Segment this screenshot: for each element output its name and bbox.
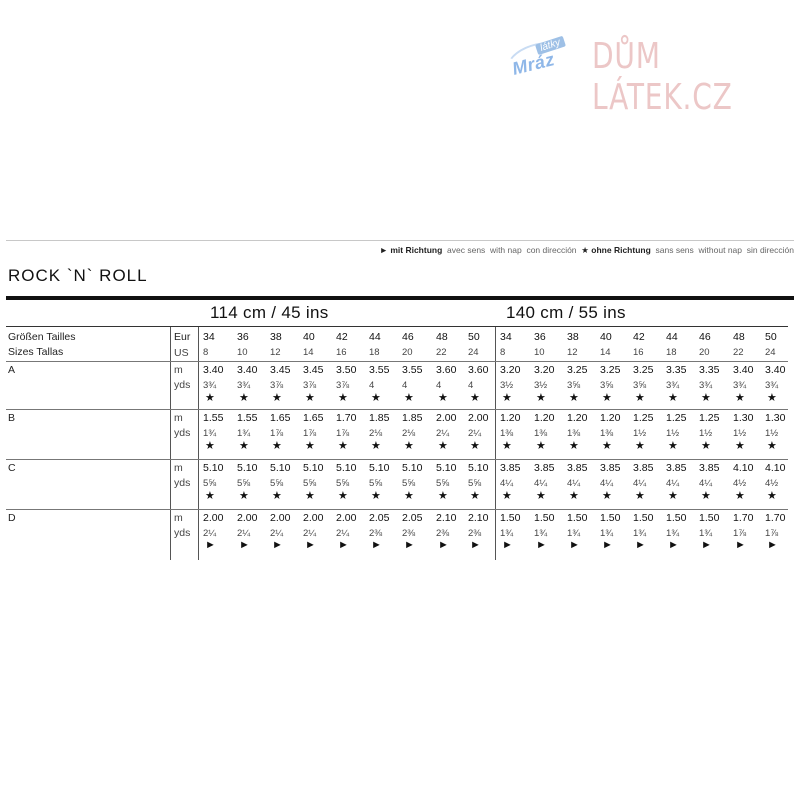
star-icon: ★	[404, 392, 414, 404]
arrow-right-icon: ►	[338, 539, 349, 551]
nap-de: mit Richtung	[390, 245, 443, 255]
nap-en: with nap	[490, 245, 522, 255]
star-icon: ★	[536, 392, 546, 404]
yards-value: 3¾	[733, 380, 747, 391]
meters-value: 1.55	[237, 412, 258, 424]
us-label: US	[174, 347, 189, 359]
star-icon: ★	[305, 440, 315, 452]
nap-symbol: ►	[379, 245, 388, 255]
meters-value: 1.20	[567, 412, 588, 424]
eur-size-140: 40	[600, 331, 612, 343]
star-icon: ★	[470, 392, 480, 404]
nonap-de: ohne Richtung	[591, 245, 651, 255]
yards-value: 5⅝	[402, 478, 416, 489]
meters-value: 3.55	[402, 364, 423, 376]
yards-value: 4¼	[600, 478, 614, 489]
yards-value: 4¼	[534, 478, 548, 489]
meters-value: 1.70	[765, 512, 786, 524]
meters-value: 3.85	[666, 462, 687, 474]
arrow-right-icon: ►	[272, 539, 283, 551]
yards-value: 5⅝	[468, 478, 482, 489]
yards-value: 2¼	[303, 528, 317, 539]
star-icon: ★	[404, 490, 414, 502]
star-icon: ★	[438, 490, 448, 502]
star-icon: ★	[438, 440, 448, 452]
star-icon: ★	[735, 392, 745, 404]
us-size-140: 24	[765, 347, 776, 358]
meters-value: 1.50	[699, 512, 720, 524]
yards-value: 2⅜	[468, 528, 482, 539]
arrow-right-icon: ►	[735, 539, 746, 551]
nonap-es: sin dirección	[746, 245, 794, 255]
view-label: D	[8, 512, 16, 524]
yards-value: 1½	[666, 428, 680, 439]
star-icon: ★	[502, 392, 512, 404]
us-size-140: 10	[534, 347, 545, 358]
meters-value: 4.10	[733, 462, 754, 474]
meters-value: 3.35	[699, 364, 720, 376]
pattern-title: ROCK `N` ROLL	[8, 266, 148, 285]
yards-value: 2¼	[436, 428, 450, 439]
arrow-right-icon: ►	[239, 539, 250, 551]
yards-value: 2¼	[203, 528, 217, 539]
meters-value: 3.45	[303, 364, 324, 376]
arrow-right-icon: ►	[569, 539, 580, 551]
meters-value: 3.85	[567, 462, 588, 474]
row-separator	[6, 361, 788, 362]
us-size-140: 12	[567, 347, 578, 358]
star-icon: ★	[272, 490, 282, 502]
meters-value: 2.00	[203, 512, 224, 524]
meters-value: 1.65	[303, 412, 324, 424]
meters-value: 1.50	[633, 512, 654, 524]
unit-yds: yds	[174, 477, 191, 489]
meters-value: 3.85	[534, 462, 555, 474]
arrow-right-icon: ►	[371, 539, 382, 551]
view-label: A	[8, 364, 16, 376]
meters-value: 5.10	[203, 462, 224, 474]
unit-yds: yds	[174, 427, 191, 439]
star-icon: ★	[305, 490, 315, 502]
eur-size-114: 40	[303, 331, 315, 343]
star-icon: ★	[569, 440, 579, 452]
star-icon: ★	[239, 490, 249, 502]
meters-value: 1.30	[765, 412, 786, 424]
eur-size-114: 48	[436, 331, 448, 343]
star-icon: ★	[635, 440, 645, 452]
view-label: B	[8, 412, 16, 424]
logo-badge-main: Mráz	[510, 49, 557, 79]
yards-value: 2⅜	[369, 528, 383, 539]
meters-value: 3.25	[600, 364, 621, 376]
meters-value: 5.10	[237, 462, 258, 474]
yards-value: 4	[369, 380, 375, 391]
yards-value: 1¾	[600, 528, 614, 539]
row-separator	[6, 459, 788, 460]
star-icon: ★	[205, 392, 215, 404]
star-icon: ★	[338, 392, 348, 404]
yards-value: 3½	[500, 380, 514, 391]
yards-value: 1¾	[237, 428, 251, 439]
nap-fr: avec sens	[447, 245, 486, 255]
meters-value: 5.10	[468, 462, 489, 474]
meters-value: 3.85	[600, 462, 621, 474]
yards-value: 4¼	[699, 478, 713, 489]
meters-value: 2.00	[270, 512, 291, 524]
view-label: C	[8, 462, 16, 474]
yards-value: 1½	[765, 428, 779, 439]
star-icon: ★	[371, 440, 381, 452]
meters-value: 2.00	[468, 412, 489, 424]
meters-value: 5.10	[303, 462, 324, 474]
meters-value: 4.10	[765, 462, 786, 474]
us-size-140: 8	[500, 347, 506, 358]
unit-m: m	[174, 412, 183, 424]
yards-value: 3½	[534, 380, 548, 391]
yards-value: 3⅝	[600, 380, 614, 391]
yards-value: 1⅞	[270, 428, 284, 439]
meters-value: 3.45	[270, 364, 291, 376]
yards-value: 4½	[765, 478, 779, 489]
meters-value: 2.00	[303, 512, 324, 524]
star-icon: ★	[602, 490, 612, 502]
star-icon: ★	[205, 440, 215, 452]
yards-value: 1½	[699, 428, 713, 439]
yards-value: 1⅜	[500, 428, 514, 439]
star-icon: ★	[470, 440, 480, 452]
top-divider	[6, 240, 794, 241]
star-icon: ★	[701, 490, 711, 502]
yards-value: 1⅜	[600, 428, 614, 439]
meters-value: 3.40	[733, 364, 754, 376]
yards-value: 5⅝	[436, 478, 450, 489]
star-icon: ★	[371, 490, 381, 502]
meters-value: 5.10	[369, 462, 390, 474]
star-icon: ★	[239, 392, 249, 404]
star-icon: ★	[735, 490, 745, 502]
meters-value: 2.00	[237, 512, 258, 524]
yards-value: 5⅝	[203, 478, 217, 489]
eur-size-140: 44	[666, 331, 678, 343]
star-icon: ★	[371, 392, 381, 404]
star-icon: ★	[338, 490, 348, 502]
star-icon: ★	[635, 490, 645, 502]
yards-value: 1½	[733, 428, 747, 439]
yards-value: 3⅞	[270, 380, 284, 391]
star-icon: ★	[404, 440, 414, 452]
eur-size-140: 34	[500, 331, 512, 343]
yards-value: 2⅜	[436, 528, 450, 539]
arrow-right-icon: ►	[767, 539, 778, 551]
eur-label: Eur	[174, 331, 191, 343]
meters-value: 2.10	[436, 512, 457, 524]
yards-value: 3⅝	[567, 380, 581, 391]
eur-size-140: 48	[733, 331, 745, 343]
yards-value: 3⅞	[303, 380, 317, 391]
meters-value: 3.85	[699, 462, 720, 474]
meters-value: 3.40	[765, 364, 786, 376]
unit-m: m	[174, 462, 183, 474]
yards-value: 1⅞	[733, 528, 747, 539]
meters-value: 3.55	[369, 364, 390, 376]
arrow-right-icon: ►	[536, 539, 547, 551]
eur-size-114: 46	[402, 331, 414, 343]
yards-value: 2¼	[336, 528, 350, 539]
meters-value: 3.35	[666, 364, 687, 376]
star-icon: ★	[569, 490, 579, 502]
meters-value: 1.70	[733, 512, 754, 524]
us-size-140: 16	[633, 347, 644, 358]
us-size-140: 14	[600, 347, 611, 358]
yards-value: 1⅜	[534, 428, 548, 439]
yards-value: 4¼	[567, 478, 581, 489]
arrow-right-icon: ►	[635, 539, 646, 551]
us-size-114: 24	[468, 347, 479, 358]
meters-value: 3.50	[336, 364, 357, 376]
star-icon: ★	[205, 490, 215, 502]
star-icon: ★	[767, 490, 777, 502]
star-icon: ★	[635, 392, 645, 404]
yards-value: 5⅝	[270, 478, 284, 489]
eur-size-140: 42	[633, 331, 645, 343]
us-size-114: 22	[436, 347, 447, 358]
star-icon: ★	[305, 392, 315, 404]
star-icon: ★	[438, 392, 448, 404]
yards-value: 1⅜	[567, 428, 581, 439]
star-icon: ★	[602, 392, 612, 404]
star-icon: ★	[668, 440, 678, 452]
eur-size-140: 36	[534, 331, 546, 343]
meters-value: 3.25	[567, 364, 588, 376]
meters-value: 1.20	[600, 412, 621, 424]
logo-badge-top: látky	[535, 36, 566, 55]
yards-value: 4	[402, 380, 408, 391]
meters-value: 3.60	[468, 364, 489, 376]
yards-value: 3¾	[237, 380, 251, 391]
yards-value: 4½	[733, 478, 747, 489]
latky-mraz-logo	[500, 34, 570, 82]
star-icon: ★	[536, 440, 546, 452]
size-label-de-fr: Größen Tailles	[8, 331, 76, 343]
star-icon: ★	[701, 392, 711, 404]
nonap-fr: sans sens	[655, 245, 694, 255]
meters-value: 2.05	[402, 512, 423, 524]
yards-value: 2⅛	[402, 428, 416, 439]
title-rule	[6, 296, 794, 300]
nonap-symbol: ★	[581, 245, 589, 255]
meters-value: 2.05	[369, 512, 390, 524]
star-icon: ★	[272, 392, 282, 404]
meters-value: 1.65	[270, 412, 291, 424]
arrow-right-icon: ►	[668, 539, 679, 551]
meters-value: 2.00	[336, 512, 357, 524]
star-icon: ★	[272, 440, 282, 452]
yards-value: 1⅞	[336, 428, 350, 439]
yards-value: 3⅝	[633, 380, 647, 391]
meters-value: 1.50	[534, 512, 555, 524]
yards-value: 5⅝	[237, 478, 251, 489]
yards-value: 3¾	[765, 380, 779, 391]
meters-value: 5.10	[270, 462, 291, 474]
yards-value: 2⅛	[369, 428, 383, 439]
width-114-heading: 114 cm / 45 ins	[210, 303, 329, 322]
arrow-right-icon: ►	[602, 539, 613, 551]
meters-value: 1.20	[534, 412, 555, 424]
brand-logo: DŮM LÁTEK.CZ	[592, 36, 733, 118]
meters-value: 2.00	[436, 412, 457, 424]
row-separator	[6, 509, 788, 510]
star-icon: ★	[668, 392, 678, 404]
us-size-140: 18	[666, 347, 677, 358]
meters-value: 1.30	[733, 412, 754, 424]
yards-value: 1¾	[534, 528, 548, 539]
eur-size-114: 42	[336, 331, 348, 343]
eur-size-140: 38	[567, 331, 579, 343]
arrow-right-icon: ►	[701, 539, 712, 551]
yards-value: 4¼	[500, 478, 514, 489]
yards-value: 4	[436, 380, 442, 391]
row-separator	[6, 409, 788, 410]
arrow-right-icon: ►	[205, 539, 216, 551]
arrow-right-icon: ►	[404, 539, 415, 551]
meters-value: 1.70	[336, 412, 357, 424]
yards-value: 1¾	[666, 528, 680, 539]
star-icon: ★	[536, 490, 546, 502]
unit-yds: yds	[174, 379, 191, 391]
yards-value: 2¼	[237, 528, 251, 539]
meters-value: 3.85	[500, 462, 521, 474]
arrow-right-icon: ►	[470, 539, 481, 551]
meters-value: 1.50	[500, 512, 521, 524]
star-icon: ★	[602, 440, 612, 452]
meters-value: 1.25	[699, 412, 720, 424]
meters-value: 5.10	[436, 462, 457, 474]
star-icon: ★	[735, 440, 745, 452]
meters-value: 1.85	[369, 412, 390, 424]
arrow-right-icon: ►	[438, 539, 449, 551]
meters-value: 1.50	[567, 512, 588, 524]
meters-value: 2.10	[468, 512, 489, 524]
star-icon: ★	[338, 440, 348, 452]
yards-value: 2⅜	[402, 528, 416, 539]
star-icon: ★	[569, 392, 579, 404]
eur-size-140: 46	[699, 331, 711, 343]
yards-value: 3¾	[699, 380, 713, 391]
yards-value: 1¾	[699, 528, 713, 539]
yards-value: 3⅞	[336, 380, 350, 391]
yards-value: 1⅞	[765, 528, 779, 539]
us-size-114: 8	[203, 347, 209, 358]
meters-value: 1.85	[402, 412, 423, 424]
star-icon: ★	[502, 490, 512, 502]
meters-value: 1.25	[666, 412, 687, 424]
us-size-114: 10	[237, 347, 248, 358]
us-size-114: 16	[336, 347, 347, 358]
arrow-right-icon: ►	[502, 539, 513, 551]
eur-size-140: 50	[765, 331, 777, 343]
meters-value: 3.60	[436, 364, 457, 376]
eur-size-114: 34	[203, 331, 215, 343]
eur-size-114: 50	[468, 331, 480, 343]
yards-value: 4	[468, 380, 474, 391]
meters-value: 3.40	[203, 364, 224, 376]
meters-value: 3.25	[633, 364, 654, 376]
yards-value: 2¼	[468, 428, 482, 439]
us-size-114: 12	[270, 347, 281, 358]
meters-value: 1.50	[666, 512, 687, 524]
meters-value: 3.85	[633, 462, 654, 474]
yards-value: 5⅝	[303, 478, 317, 489]
header-top-rule	[6, 326, 788, 327]
star-icon: ★	[767, 440, 777, 452]
star-icon: ★	[767, 392, 777, 404]
us-size-140: 20	[699, 347, 710, 358]
star-icon: ★	[239, 440, 249, 452]
yards-value: 1¾	[500, 528, 514, 539]
yards-value: 1¾	[633, 528, 647, 539]
yards-value: 3¾	[666, 380, 680, 391]
meters-value: 3.40	[237, 364, 258, 376]
eur-size-114: 44	[369, 331, 381, 343]
nap-legend	[380, 245, 794, 256]
yards-value: 4¼	[666, 478, 680, 489]
star-icon: ★	[701, 440, 711, 452]
meters-value: 1.50	[600, 512, 621, 524]
meters-value: 1.20	[500, 412, 521, 424]
nap-es: con dirección	[526, 245, 577, 255]
us-size-114: 20	[402, 347, 413, 358]
unit-m: m	[174, 364, 183, 376]
eur-size-114: 36	[237, 331, 249, 343]
meters-value: 5.10	[402, 462, 423, 474]
yards-value: 5⅝	[336, 478, 350, 489]
yards-value: 1¾	[203, 428, 217, 439]
star-icon: ★	[470, 490, 480, 502]
meters-value: 5.10	[336, 462, 357, 474]
yards-value: 4¼	[633, 478, 647, 489]
meters-value: 3.20	[500, 364, 521, 376]
yards-value: 5⅝	[369, 478, 383, 489]
meters-value: 1.55	[203, 412, 224, 424]
width-140-heading: 140 cm / 55 ins	[506, 303, 626, 322]
unit-yds: yds	[174, 527, 191, 539]
star-icon: ★	[502, 440, 512, 452]
yards-value: 3¾	[203, 380, 217, 391]
eur-size-114: 38	[270, 331, 282, 343]
us-size-114: 14	[303, 347, 314, 358]
size-label-en-es: Sizes Tallas	[8, 346, 64, 358]
us-size-114: 18	[369, 347, 380, 358]
star-icon: ★	[668, 490, 678, 502]
unit-m: m	[174, 512, 183, 524]
arrow-right-icon: ►	[305, 539, 316, 551]
yards-value: 1¾	[567, 528, 581, 539]
meters-value: 3.20	[534, 364, 555, 376]
yards-value: 1⅞	[303, 428, 317, 439]
us-size-140: 22	[733, 347, 744, 358]
nonap-en: without nap	[698, 245, 743, 255]
meters-value: 1.25	[633, 412, 654, 424]
yards-value: 1½	[633, 428, 647, 439]
yards-value: 2¼	[270, 528, 284, 539]
